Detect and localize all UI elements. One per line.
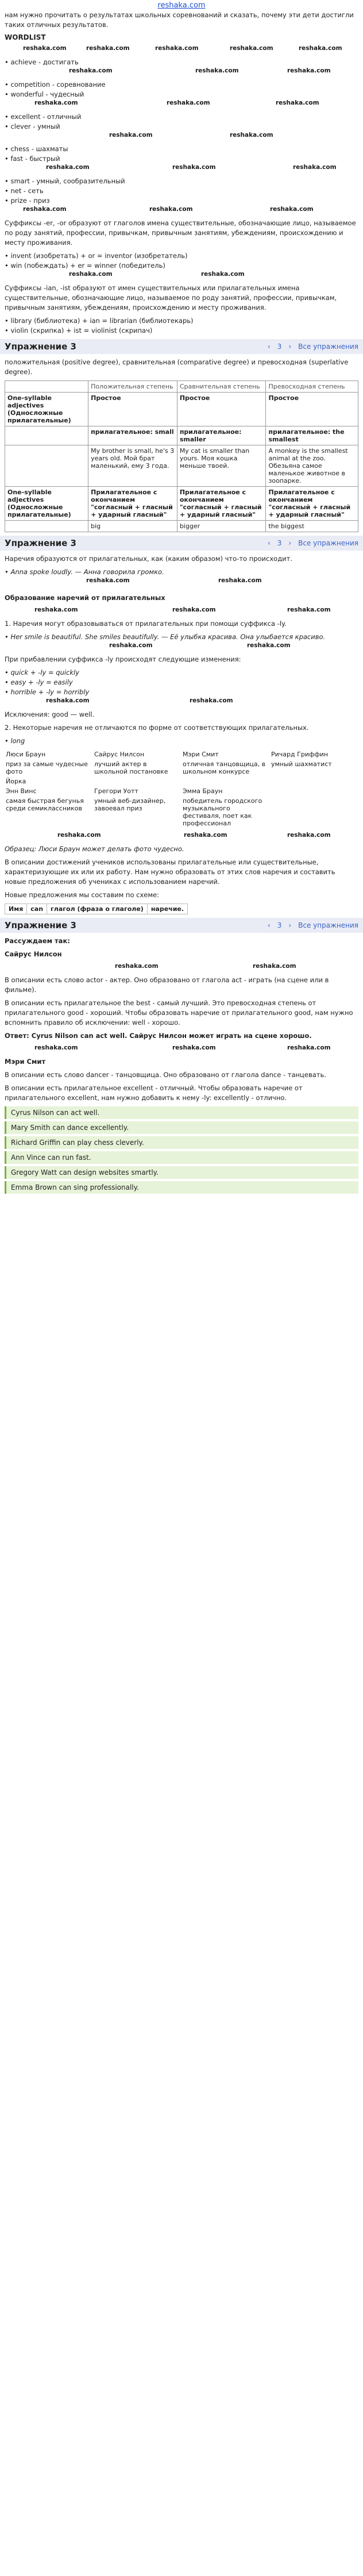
all-exercises-link[interactable]: Все упражнения <box>298 539 358 547</box>
table-cell: My cat is smaller than yours. Моя кошка меньше твоей. <box>177 445 266 487</box>
prev-button[interactable]: ‹ <box>267 343 271 351</box>
scheme-cell: Имя <box>5 904 27 914</box>
person-name: Мэри Смит <box>183 751 219 758</box>
wordlist-item: • clever - умный <box>5 122 358 132</box>
table-row <box>5 521 358 532</box>
suffix-example: • win (побеждать) + er = winner (победитель) <box>5 261 358 271</box>
table-cell: прилагательное: small <box>88 426 177 445</box>
answer-item: Cyrus Nilson can act well. <box>5 1106 358 1119</box>
table-cell: big <box>88 521 177 532</box>
table-cell: прилагательное: smaller <box>177 426 266 445</box>
watermark: reshaka.com <box>109 642 153 649</box>
all-exercises-link[interactable]: Все упражнения <box>298 921 358 929</box>
watermark: reshaka.com <box>34 1044 78 1051</box>
wordlist-item: • fast - быстрый <box>5 154 358 164</box>
watermark: reshaka.com <box>46 697 90 704</box>
table-row <box>5 487 358 521</box>
person-name: Сайрус Нилсон <box>94 751 145 758</box>
answer-item: Emma Brown can sing professionally. <box>5 1181 358 1194</box>
all-exercises-link[interactable]: Все упражнения <box>298 343 358 351</box>
adverb-rule-3: 2. Некоторые наречия не отличаются по форме от соответствующих прилагательных. <box>5 724 309 732</box>
adverbs-title: Образование наречий от прилагательных <box>5 594 165 602</box>
table-cell: Прилагательное с окончанием "согласный + гласный + ударный гласный" <box>266 487 358 521</box>
site-link[interactable]: reshaka.com <box>157 1 206 10</box>
table-row <box>5 393 358 426</box>
watermark: reshaka.com <box>247 642 291 649</box>
wordlist-item: • excellent - отличный <box>5 112 358 122</box>
mary-analysis-2: В описании есть прилагательное excellent - отличный. Чтобы образовать наречие от прилагательного excellent, нам нужно добавить к нему -ly: excellently - отлично. <box>5 1084 303 1102</box>
watermark: reshaka.com <box>172 606 216 613</box>
adverb-rule-2-item: • horrible + -ly = horribly <box>5 687 358 697</box>
watermark: reshaka.com <box>69 271 113 278</box>
table-header: Сравнительная степень <box>177 381 266 393</box>
suffix-example: • violin (скрипка) + ist = violinist (скрипач) <box>5 326 358 336</box>
next-button[interactable]: › <box>288 539 292 547</box>
watermark: reshaka.com <box>34 606 78 613</box>
person-name: Энн Винс <box>6 787 37 795</box>
watermark: reshaka.com <box>172 1044 216 1051</box>
adverb-rule-1-example: • Her smile is beautiful. She smiles beautifully. — Её улыбка красива. Она улыбается красиво. <box>5 632 358 642</box>
watermark: reshaka.com <box>46 164 90 171</box>
person-achievement: победитель городского музыкального фестиваля, поет как профессионал <box>183 797 262 827</box>
watermark: reshaka.com <box>184 832 227 839</box>
person-achievement: лучший актер в школьной постановке <box>94 760 168 775</box>
answer-item: Gregory Watt can design websites smartly. <box>5 1166 358 1179</box>
person-achievement: умный шахматист <box>271 760 332 768</box>
exercise-nav-bar <box>0 918 363 933</box>
adverb-rule-2: При прибавлении суффикса -ly происходят следующие изменения: <box>5 655 241 663</box>
table-cell: Простое <box>88 393 177 426</box>
next-button[interactable]: › <box>288 921 292 929</box>
table-cell <box>5 521 88 532</box>
degrees-intro: положительная (positive degree), сравнительная (comparative degree) и превосходная (superlative degree). <box>5 358 349 376</box>
exercise-nav-bar <box>0 536 363 551</box>
scheme-cell: can <box>27 904 47 914</box>
table-cell: Прилагательное с окончанием "согласный + гласный + ударный гласный" <box>177 487 266 521</box>
suffix-example: • library (библиотека) + ian = librarian (библиотекарь) <box>5 316 358 326</box>
person-name: Грегори Уотт <box>94 787 138 795</box>
cyrus-answer: Ответ: Cyrus Nilson can act well. Сайрус Нилсон может играть на сцене хорошо. <box>5 1032 312 1040</box>
table-cell: bigger <box>177 521 266 532</box>
page-number: 3 <box>277 539 282 547</box>
pager <box>268 921 358 929</box>
table-header <box>5 381 88 393</box>
watermark: reshaka.com <box>57 832 101 839</box>
watermark: reshaka.com <box>109 132 153 139</box>
person-achievement: самая быстрая бегунья среди семиклассников <box>6 797 84 812</box>
cyrus-analysis-2: В описании есть прилагательное the best - самый лучший. Это превосходная степень от прилагательного good - хороший. Чтобы образовать наречие от прилагательного good, нам нужно вспомнить правило об исключении: well - хорошо. <box>5 999 353 1026</box>
exercise-title: Упражнение 3 <box>5 920 76 931</box>
intro-text: нам нужно прочитать о результатах школьных соревнований и сказать, почему эти дети достигли таких отличных результатов. <box>5 11 354 29</box>
wordlist-item: • chess - шахматы <box>5 144 358 154</box>
watermark: reshaka.com <box>195 67 239 74</box>
wordlist-item: • prize - приз <box>5 196 358 206</box>
prev-button[interactable]: ‹ <box>267 539 271 547</box>
suffix-example: • invent (изобретать) + or = inventor (изобретатель) <box>5 251 358 261</box>
pager <box>268 343 358 351</box>
watermark: reshaka.com <box>287 606 331 613</box>
adverb-rule-3-item: • long <box>5 736 358 746</box>
wordlist-item: • net - сеть <box>5 186 358 196</box>
table-cell <box>5 426 88 445</box>
pager <box>268 539 358 547</box>
answers-list <box>5 1106 358 1194</box>
scheme-table <box>5 903 188 914</box>
table-cell: A monkey is the smallest animal at the zoo. Обезьяна самое маленькое животное в зоопарке. <box>266 445 358 487</box>
table-row <box>5 426 358 445</box>
wordlist-title: WORDLIST <box>5 33 46 41</box>
adverb-example: • Anna spoke loudly. — Анна говорила громко. <box>5 567 358 577</box>
table-cell: the biggest <box>266 521 358 532</box>
watermark: reshaka.com <box>253 963 296 970</box>
person-name: Эмма Браун <box>183 787 223 795</box>
table-cell: Простое <box>177 393 266 426</box>
watermark: reshaka.com <box>34 99 78 106</box>
adverbs-intro: Наречия образуются от прилагательных, как (каким образом) что-то происходит. <box>5 555 292 563</box>
watermark: reshaka.com <box>299 45 342 52</box>
watermark: reshaka.com <box>287 67 331 74</box>
answer-item: Mary Smith can dance excellently. <box>5 1121 358 1134</box>
table-cell <box>5 445 88 487</box>
watermark: reshaka.com <box>172 164 216 171</box>
page-number: 3 <box>277 921 282 929</box>
adverb-rule-1: 1. Наречия могут образовываться от прилагательных при помощи суффикса -ly. <box>5 620 287 628</box>
prev-button[interactable]: ‹ <box>267 921 271 929</box>
person-achievement: Йорка <box>6 778 26 785</box>
table-cell: Простое <box>266 393 358 426</box>
table-cell: One-syllable adjectives (Односложные прилагательные) <box>5 393 88 426</box>
watermark: reshaka.com <box>287 832 331 839</box>
task-instruction: В описании достижений учеников использованы прилагательные или существительные, характеризующие их или их работу. Нам нужно образовать от этих слов наречия и составить новые предложения об учениках с использованием наречий. <box>5 858 335 886</box>
suffix-rule-1: Суффиксы -er, -or образуют от глаголов имена существительные, обозначающие лицо, называемое по роду занятий, профессии, привычкам, привычным занятиям, убеждениям, происхождению и месту проживания. <box>5 219 356 247</box>
suffix-rule-2: Суффиксы -ian, -ist образуют от имен существительных или прилагательных имена существительные, обозначающие лицо, называемое по роду занятий, профессии, привычкам, привычным занятиям, убеждениям, происхождению и месту проживания. <box>5 284 337 312</box>
watermark: reshaka.com <box>287 1044 331 1051</box>
wordlist-item: • smart - умный, сообразительный <box>5 176 358 186</box>
adverb-exception: Исключения: good — well. <box>5 710 95 718</box>
wordlist-item: • competition - соревнование <box>5 80 358 90</box>
wordlist-item: • wonderful - чудесный <box>5 90 358 99</box>
mary-name: Мэри Смит <box>5 1058 46 1066</box>
watermark: reshaka.com <box>276 99 319 106</box>
next-button[interactable]: › <box>288 343 292 351</box>
analysis-title: Рассуждаем так: <box>5 937 70 945</box>
watermark: reshaka.com <box>155 45 199 52</box>
watermark: reshaka.com <box>201 271 245 278</box>
watermark: reshaka.com <box>230 132 273 139</box>
watermark: reshaka.com <box>115 963 159 970</box>
watermark: reshaka.com <box>218 577 262 584</box>
cyrus-name: Сайрус Нилсон <box>5 950 62 958</box>
watermark: reshaka.com <box>167 99 210 106</box>
answer-item: Ann Vince can run fast. <box>5 1151 358 1164</box>
person-name: Ричард Гриффин <box>271 751 329 758</box>
people-grid <box>5 749 358 828</box>
watermark: reshaka.com <box>86 577 130 584</box>
watermark: reshaka.com <box>293 164 337 171</box>
answer-item: Richard Griffin can play chess cleverly. <box>5 1136 358 1149</box>
table-cell: Прилагательное с окончанием "согласный + гласный + ударный гласный" <box>88 487 177 521</box>
watermark: reshaka.com <box>23 206 67 213</box>
adverb-rule-2-item: • quick + -ly = quickly <box>5 668 358 678</box>
table-header: Превосходная степень <box>266 381 358 393</box>
task-example: Образец: Люси Браун может делать фото чудесно. <box>5 845 184 853</box>
watermark: reshaka.com <box>69 67 113 74</box>
table-cell: My brother is small, he's 3 years old. Мой брат маленький, ему 3 года. <box>88 445 177 487</box>
person-achievement: умный веб-дизайнер, завоевал приз <box>94 797 166 812</box>
table-cell: прилагательное: the smallest <box>266 426 358 445</box>
cyrus-analysis: В описании есть слово actor - актер. Оно образовано от глагола act - играть (на сцене или в фильме). <box>5 976 329 994</box>
watermark: reshaka.com <box>190 697 233 704</box>
table-header: Положительная степень <box>88 381 177 393</box>
watermark: reshaka.com <box>149 206 193 213</box>
watermark: reshaka.com <box>270 206 314 213</box>
watermark-row <box>0 45 363 57</box>
scheme-cell: глагол (фраза о глаголе) <box>47 904 148 914</box>
scheme-title: Новые предложения мы составим по схеме: <box>5 891 159 899</box>
person-achievement: приз за самые чудесные фото <box>6 760 88 775</box>
scheme-cell: наречие. <box>147 904 187 914</box>
degrees-table <box>5 380 358 532</box>
watermark: reshaka.com <box>230 45 273 52</box>
exercise-nav-bar <box>0 339 363 354</box>
exercise-title: Упражнение 3 <box>5 341 76 352</box>
mary-analysis: В описании есть слово dancer - танцовщица. Оно образовано от глагола dance - танцевать. <box>5 1071 326 1079</box>
adverb-rule-2-item: • easy + -ly = easily <box>5 678 358 687</box>
wordlist-item: • achieve - достигать <box>5 57 358 67</box>
person-achievement: отличная танцовщица, в школьном конкурсе <box>183 760 266 775</box>
person-name: Люси Браун <box>6 751 46 758</box>
watermark: reshaka.com <box>23 45 67 52</box>
watermark: reshaka.com <box>86 45 130 52</box>
exercise-title: Упражнение 3 <box>5 538 76 548</box>
table-cell: One-syllable adjectives (Односложные прилагательные) <box>5 487 88 521</box>
page-number: 3 <box>277 343 282 351</box>
table-row <box>5 445 358 487</box>
